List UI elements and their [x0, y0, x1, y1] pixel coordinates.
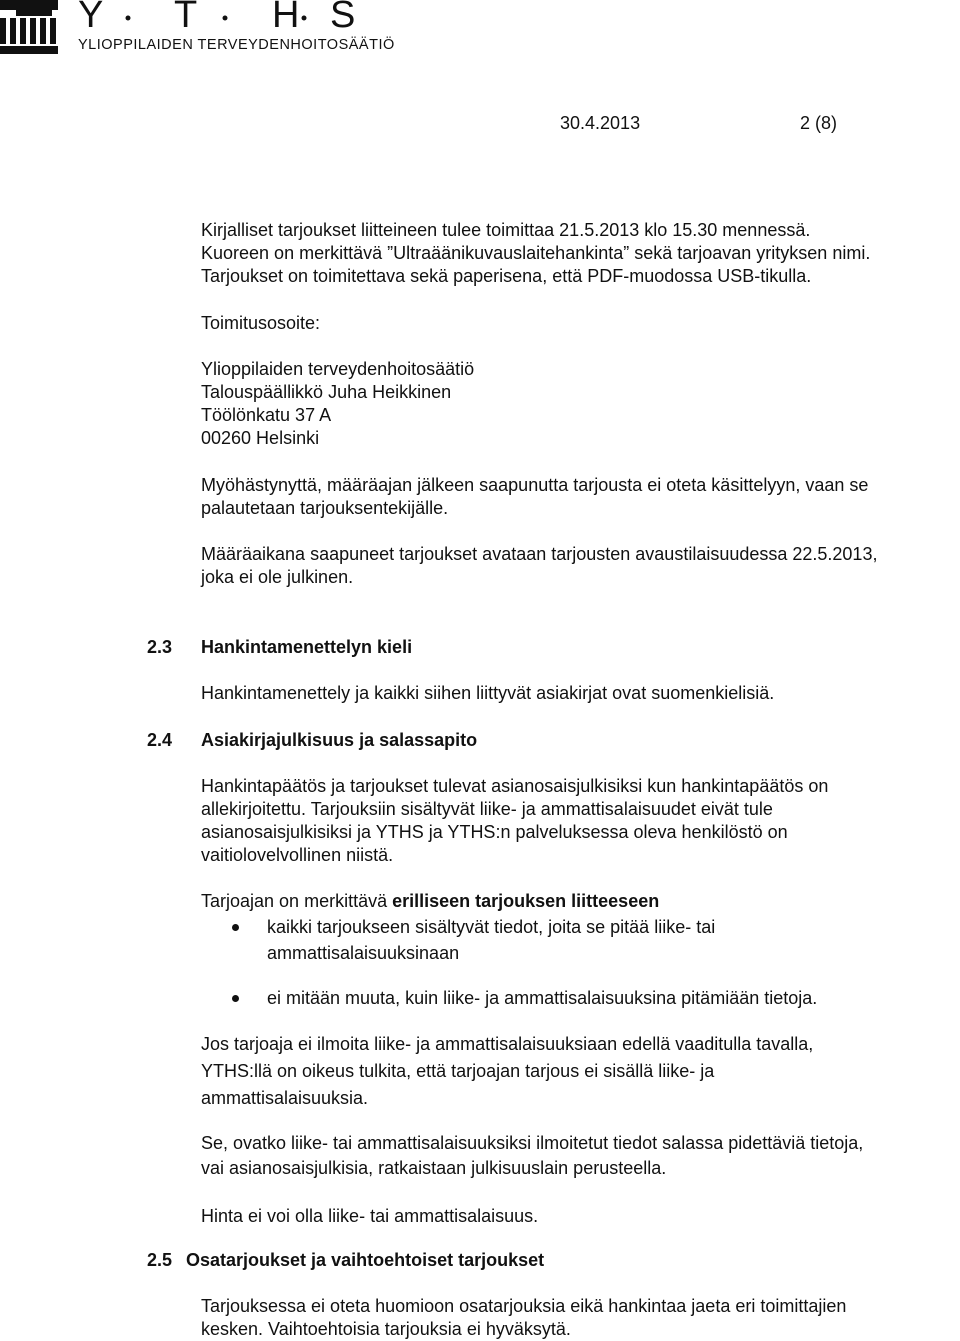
section-heading: Osatarjoukset ja vaihtoehtoiset tarjoukset [186, 1250, 545, 1270]
opening-text: joka ei ole julkinen. [201, 567, 354, 587]
delivery-line: Töölönkatu 37 A [201, 405, 332, 425]
delivery-line: 00260 Helsinki [201, 428, 320, 448]
attachment-lead: Tarjoajan on merkittävä [201, 891, 393, 911]
bullet-text: ammattisalaisuuksinaan [267, 943, 460, 963]
logo-letter-s: S [330, 0, 356, 36]
intro-line-1: Kirjalliset tarjoukset liitteineen tulee toimittaa 21.5.2013 klo 15.30 mennessä. [201, 220, 811, 240]
section-body: Jos tarjoaja ei ilmoita liike- ja ammattisalaisuuksiaan edellä vaaditulla tavalla, [201, 1034, 814, 1054]
section-body: ammattisalaisuuksia. [201, 1088, 369, 1108]
section-body: Tarjouksessa ei oteta huomioon osatarjouksia eikä hankintaa jaeta eri toimittajien [201, 1296, 847, 1316]
late-text: Myöhästynyttä, määräajan jälkeen saapunutta tarjousta ei oteta käsittelyyn, vaan se [201, 475, 869, 495]
delivery-line: Talouspäällikkö Juha Heikkinen [201, 382, 452, 402]
opening-text: Määräaikana saapuneet tarjoukset avataan tarjousten avaustilaisuudessa 22.5.2013, [201, 544, 878, 564]
section-number: 2.4 [147, 730, 173, 750]
bullet-text: ei mitään muuta, kuin liike- ja ammattisalaisuuksina pitämiään tietoja. [267, 988, 818, 1008]
section-heading: Hankintamenettelyn kieli [201, 637, 413, 657]
section-number: 2.3 [147, 637, 173, 657]
section-body: kesken. Vaihtoehtoisia tarjouksia ei hyväksytä. [201, 1319, 571, 1339]
intro-line-2: Kuoreen on merkittävä ”Ultraäänikuvauslaitehankinta” sekä tarjoavan yrityksen nimi. [201, 243, 871, 263]
attachment-emphasis: erilliseen tarjouksen liitteeseen [392, 891, 660, 911]
delivery-line: Ylioppilaiden terveydenhoitosäätiö [201, 359, 475, 379]
bullet-icon [232, 995, 239, 1002]
attachment-instruction [201, 890, 659, 913]
bullet-icon [232, 924, 239, 931]
logo-subtitle: YLIOPPILAIDEN TERVEYDENHOITOSÄÄTIÖ [78, 37, 395, 53]
section-heading: Asiakirjajulkisuus ja salassapito [201, 730, 478, 750]
section-body: vai asianosaisjulkisia, ratkaistaan julkisuuslain perusteella. [201, 1158, 667, 1178]
section-body: vaitiolovelvollinen niistä. [201, 845, 394, 865]
late-text: palautetaan tarjouksentekijälle. [201, 498, 449, 518]
document-date: 30.4.2013 [560, 113, 641, 133]
intro-line-3: Tarjoukset on toimitettava sekä paperisena, että PDF-muodossa USB-tikulla. [201, 266, 812, 286]
logo-letter-t: T [174, 0, 198, 36]
section-body: Se, ovatko liike- tai ammattisalaisuuksiksi ilmoitetut tiedot salassa pidettäviä tietoja, [201, 1133, 864, 1153]
delivery-label: Toimitusosoite: [201, 313, 321, 333]
section-body: Hankintapäätös ja tarjoukset tulevat asianosaisjulkisiksi kun hankintapäätös on [201, 776, 829, 796]
section-body: asianosaisjulkisiksi ja YTHS ja YTHS:n palveluksessa oleva henkilöstö on [201, 822, 788, 842]
section-number: 2.5 [147, 1250, 173, 1270]
section-body: Hankintamenettely ja kaikki siihen liittyvät asiakirjat ovat suomenkielisiä. [201, 683, 775, 703]
logo-letter-h: H [272, 0, 300, 36]
page-number: 2 (8) [800, 113, 838, 133]
logo-letter-y: Y [78, 0, 104, 36]
section-body: YTHS:llä on oikeus tulkita, että tarjoajan tarjous ei sisällä liike- ja [201, 1061, 715, 1081]
logo-dots-icon [78, 11, 368, 25]
section-body: Hinta ei voi olla liike- tai ammattisalaisuus. [201, 1206, 539, 1226]
bullet-text: kaikki tarjoukseen sisältyvät tiedot, joita se pitää liike- tai [267, 917, 716, 937]
section-body: allekirjoitettu. Tarjouksiin sisältyvät liike- ja ammattisalaisuudet eivät tule [201, 799, 773, 819]
